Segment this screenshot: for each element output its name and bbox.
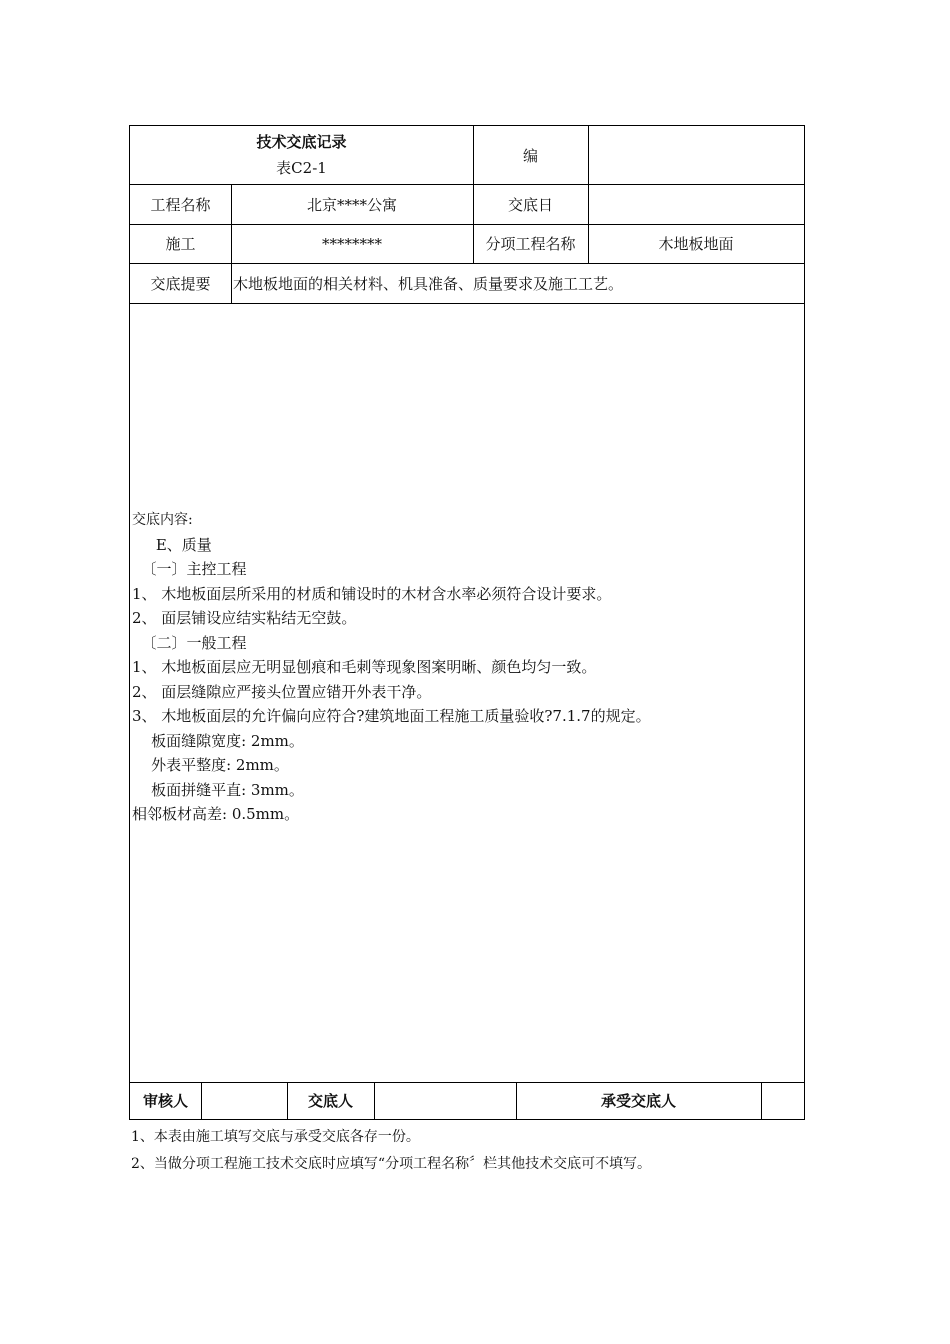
content-line: 相邻板材高差: 0.5mm。 — [132, 805, 300, 823]
content-line: 外表平整度: 2mm。 — [132, 756, 289, 774]
receiver-label: 承受交底人 — [600, 1092, 676, 1110]
sub-project-label: 分项工程名称 — [485, 235, 576, 253]
code-label: 编 — [522, 146, 538, 165]
reviewer-label: 审核人 — [142, 1092, 188, 1110]
presenter-field[interactable] — [374, 1082, 516, 1119]
code-field[interactable] — [588, 126, 804, 184]
row-divider — [130, 303, 804, 304]
content-line: 2、 面层铺设应结实粘结无空鼓。 — [132, 609, 357, 627]
form-notes — [131, 1124, 651, 1178]
content-heading: 交底内容: — [132, 512, 193, 528]
content-line: 板面缝隙宽度: 2mm。 — [132, 731, 304, 750]
form-title: 技术交底记录 — [256, 133, 347, 151]
technical-briefing-form — [129, 125, 805, 1120]
content-line: 1、 木地板面层所采用的材质和铺设时的木材含水率必须符合设计要求。 — [132, 584, 612, 603]
form-number: 表C2-1 — [276, 159, 327, 177]
summary-field[interactable]: 木地板地面的相关材料、机具准备、质量要求及施工工艺。 — [233, 274, 624, 293]
summary-label: 交底提要 — [150, 274, 211, 293]
briefing-content — [132, 508, 802, 827]
reviewer-field[interactable] — [201, 1082, 287, 1119]
contractor-label: 施工 — [165, 235, 196, 253]
receiver-field[interactable] — [761, 1082, 804, 1119]
presenter-label: 交底人 — [307, 1092, 353, 1110]
content-line: 2、 面层缝隙应严接头位置应错开外表干净。 — [132, 682, 432, 701]
project-name-label: 工程名称 — [150, 195, 211, 214]
note-item: 1、本表由施工填写交底与承受交底各存一份。 — [131, 1129, 420, 1145]
content-line: 〔二〕一般工程 — [132, 633, 247, 652]
content-line: 板面拼缝平直: 3mm。 — [132, 780, 304, 799]
content-line: 3、 木地板面层的允许偏向应符合?建筑地面工程施工质量验收?7.1.7的规定。 — [132, 707, 651, 725]
note-item: 2、当做分项工程施工技术交底时应填写“分项工程名称〞栏其他技术交底可不填写。 — [131, 1156, 652, 1172]
sub-project-field[interactable]: 木地板地面 — [658, 235, 734, 253]
date-field[interactable] — [588, 184, 804, 224]
form-title-block — [130, 126, 473, 184]
content-line: E、质量 — [132, 535, 212, 554]
contractor-field[interactable]: ******** — [322, 234, 382, 253]
date-label: 交底日 — [507, 195, 553, 214]
project-name-field[interactable]: 北京****公寓 — [306, 195, 397, 214]
content-line: 〔一〕主控工程 — [132, 560, 247, 578]
content-line: 1、 木地板面层应无明显刨痕和毛刺等现象图案明晰、颜色均匀一致。 — [132, 658, 597, 676]
